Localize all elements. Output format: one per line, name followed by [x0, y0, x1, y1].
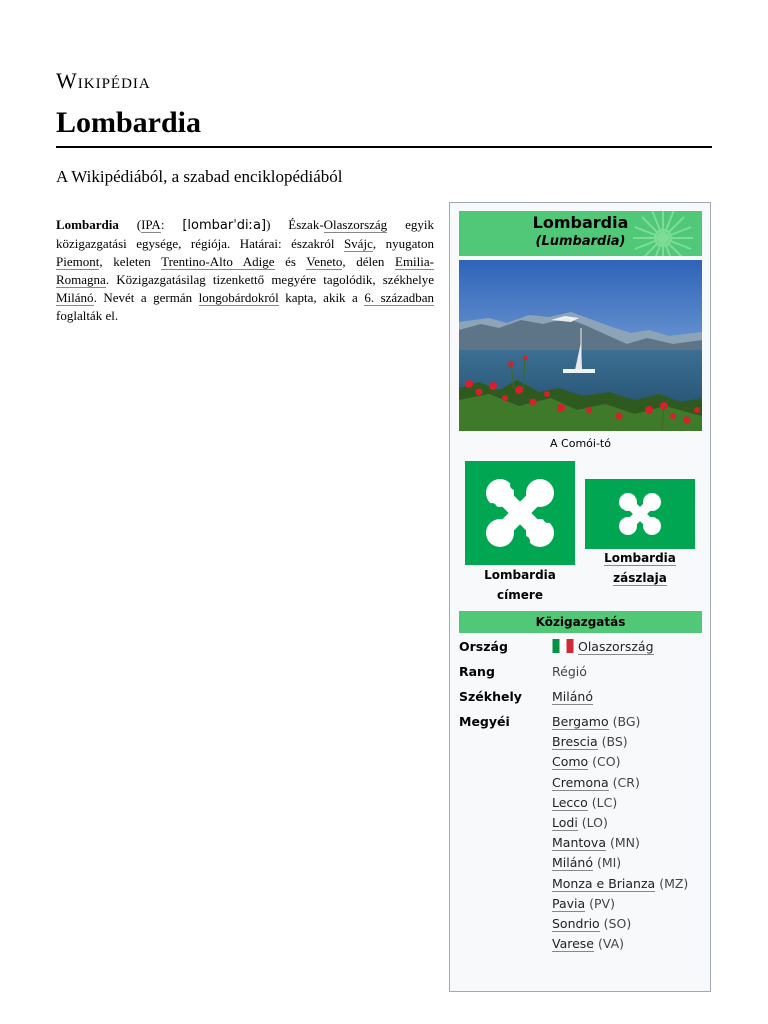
- county-abbr: (MN): [605, 835, 640, 851]
- county-link[interactable]: Monza e Brianza: [552, 875, 656, 891]
- infobox-title: Lombardia: [532, 213, 629, 232]
- county-link[interactable]: Sondrio: [552, 916, 600, 932]
- county-link[interactable]: Lodi: [552, 815, 578, 831]
- list-item: [552, 773, 702, 793]
- text-segment: foglalták el.: [56, 308, 119, 323]
- flag-label-line1[interactable]: Lombardia: [604, 551, 676, 565]
- list-item: [552, 894, 702, 914]
- list-item: [552, 712, 702, 732]
- link-piemont[interactable]: Piemont: [56, 254, 100, 269]
- county-abbr: (CR): [608, 774, 640, 790]
- county-link[interactable]: Varese: [552, 936, 594, 952]
- link-emilia-romagna[interactable]: Emilia-Romagna: [56, 254, 434, 287]
- county-link[interactable]: Bergamo: [552, 714, 609, 729]
- link-longobardok[interactable]: longobárdokról: [198, 290, 279, 305]
- article-term: Lombardia: [56, 217, 119, 232]
- coat-of-arms-label: [468, 565, 572, 605]
- link-trentino-alto-adige[interactable]: Trentino-Alto Adige: [161, 254, 275, 269]
- text-segment: . Közigazgatásilag tizenkettő megyére tagolódik, székhelye: [105, 272, 434, 287]
- coat-of-arms-label-line2: címere: [497, 588, 543, 602]
- county-abbr: (LC): [587, 794, 618, 810]
- county-abbr: (SO): [599, 916, 632, 932]
- county-link[interactable]: Brescia: [552, 734, 598, 750]
- flag-image[interactable]: [585, 479, 695, 549]
- wikipedia-wordmark[interactable]: Wikipédia: [56, 68, 151, 93]
- list-item: [552, 732, 702, 752]
- row-counties-value: [552, 712, 702, 954]
- county-abbr: (VA): [594, 936, 625, 952]
- row-country: [459, 637, 702, 657]
- decorative-rosette-icon: [628, 211, 698, 256]
- link-country-olaszorszag[interactable]: Olaszország: [578, 639, 654, 654]
- row-counties: [459, 712, 702, 962]
- article-lead-paragraph: Lombardia (IPA: [lombarˈdiːa]) Észak-Olaszország egyik közigazgatási egysége, régiója. Határai: északról Svájc, nyugaton Piemont, keleten Trentino-Alto Adige és Veneto, délen Emilia-Romagna. Közigazgatásilag tizenkettő megyére tagolódik, székhelye Milánó. Nevét a germán longobárdokról kapta, akik a 6. században foglalták el.: [56, 217, 434, 323]
- row-seat: [459, 687, 702, 707]
- link-veneto[interactable]: Veneto: [306, 254, 343, 269]
- list-item: [552, 874, 702, 894]
- list-item: [552, 793, 702, 813]
- link-milano[interactable]: Milánó: [56, 290, 94, 305]
- flag-label-line2[interactable]: zászlaja: [613, 571, 667, 585]
- row-counties-label: Megyéi: [459, 714, 510, 729]
- county-link[interactable]: Como: [552, 754, 589, 770]
- county-abbr: (PV): [585, 895, 615, 911]
- county-abbr: (LO): [577, 815, 608, 831]
- text-segment: egyik közigazgatási egysége, régiója. Határai: északról: [56, 217, 434, 251]
- county-abbr: (MZ): [655, 875, 689, 891]
- row-country-label: Ország: [459, 639, 508, 654]
- text-segment: és: [274, 254, 307, 269]
- text-segment: kapta, akik a: [278, 290, 365, 305]
- photo-caption: A Comói-tó: [550, 437, 611, 450]
- text-segment: , délen: [342, 254, 395, 269]
- coat-of-arms-label-line1: Lombardia: [484, 568, 556, 582]
- row-rank: [459, 662, 702, 682]
- infobox: [449, 202, 711, 992]
- link-6-szazad[interactable]: 6. században: [364, 290, 434, 305]
- county-abbr: (BG): [608, 714, 641, 729]
- page-tagline: A Wikipédiából, a szabad enciklopédiából: [56, 167, 343, 186]
- list-item: [552, 853, 702, 873]
- page-title: Lombardia: [56, 104, 712, 148]
- text-segment: , keleten: [99, 254, 162, 269]
- row-rank-value: Régió: [552, 664, 587, 679]
- lake-como-photo[interactable]: [459, 260, 702, 431]
- row-seat-label: Székhely: [459, 689, 522, 704]
- county-link[interactable]: Mantova: [552, 835, 606, 851]
- administration-section-header: Közigazgatás: [459, 611, 702, 633]
- list-item: [552, 934, 702, 954]
- italy-flag-icon: [552, 639, 574, 653]
- list-item: [552, 914, 702, 934]
- county-link[interactable]: Milánó: [552, 855, 593, 871]
- infobox-header: [459, 211, 702, 256]
- link-svajc[interactable]: Svájc: [343, 236, 373, 251]
- row-seat-value: [552, 687, 702, 707]
- county-list: [552, 712, 702, 954]
- text-segment: . Nevét a germán: [93, 290, 199, 305]
- county-link[interactable]: Pavia: [552, 895, 586, 911]
- county-link[interactable]: Lecco: [552, 794, 588, 810]
- link-seat-milano[interactable]: Milánó: [552, 689, 593, 704]
- county-abbr: (BS): [597, 734, 628, 750]
- county-abbr: (MI): [592, 855, 622, 871]
- coat-of-arms-image[interactable]: [465, 461, 575, 565]
- county-link[interactable]: Cremona: [552, 774, 609, 790]
- link-olaszorszag[interactable]: Olaszország: [323, 217, 388, 232]
- text-segment: Észak-: [288, 217, 324, 232]
- ipa-pronunciation: [lombarˈdiːa]: [182, 218, 267, 233]
- infobox-local-name: (Lumbardia): [535, 234, 626, 249]
- row-rank-label: Rang: [459, 664, 495, 679]
- text-segment: , nyugaton: [372, 236, 434, 251]
- county-abbr: (CO): [588, 754, 621, 770]
- link-ipa[interactable]: IPA: [141, 217, 161, 232]
- flag-label[interactable]: [588, 548, 692, 588]
- list-item: [552, 813, 702, 833]
- list-item: [552, 833, 702, 853]
- list-item: [552, 752, 702, 772]
- row-country-value: [552, 637, 702, 657]
